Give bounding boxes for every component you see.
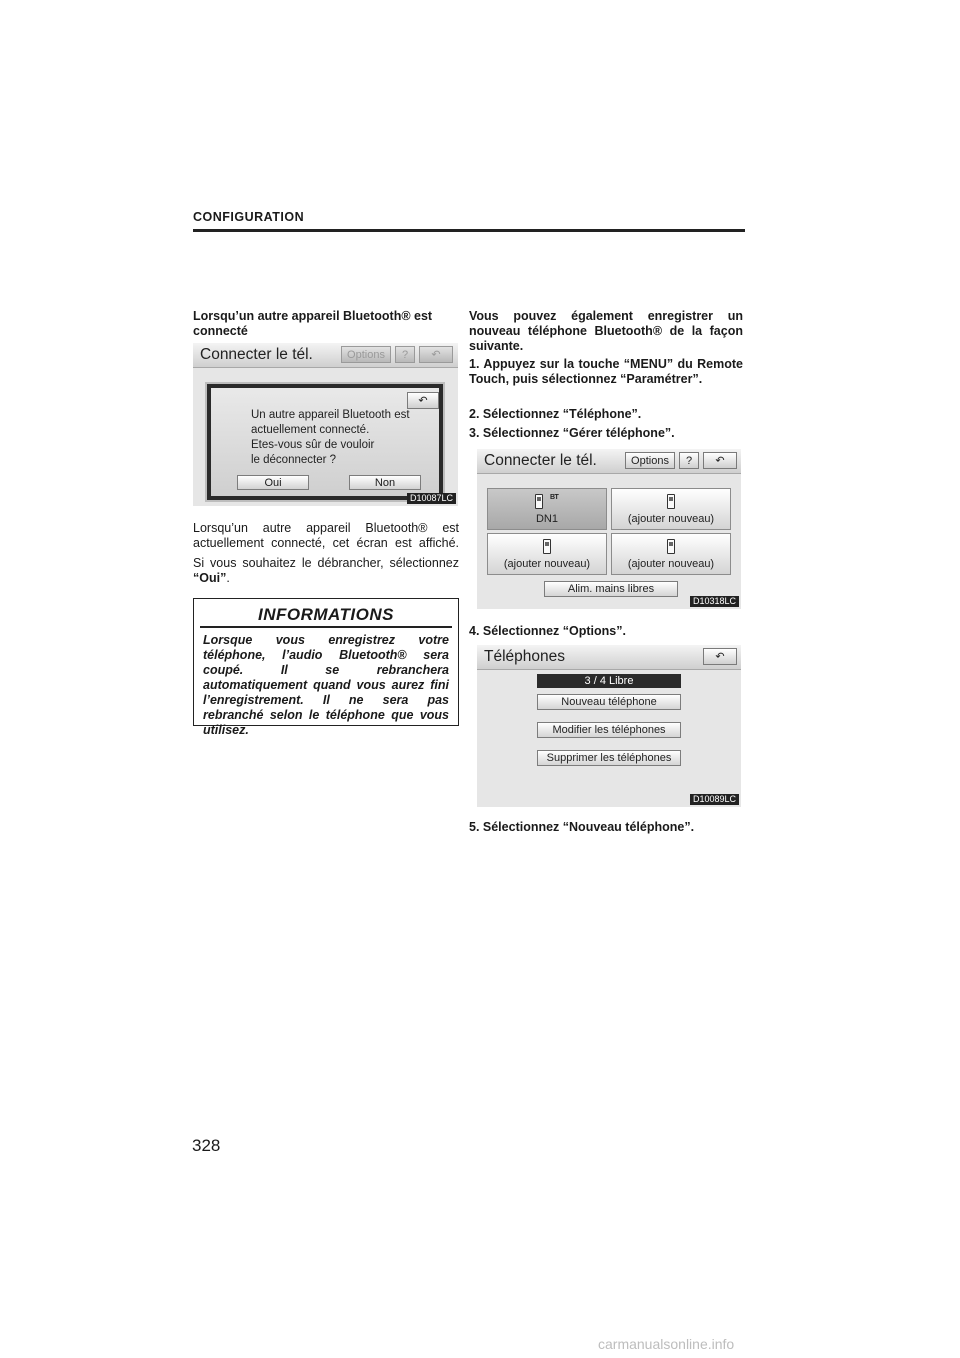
left-paragraph-2: [193, 556, 459, 586]
dialog-message: [251, 408, 410, 468]
image-code: D10318LC: [690, 596, 739, 607]
return-arrow-icon: ↶: [418, 395, 428, 407]
left-heading: Lorsqu’un autre appareil Bluetooth® est connecté: [193, 309, 433, 338]
screen-body: [477, 474, 741, 609]
watermark: carmanualsonline.info: [598, 1336, 735, 1352]
step-1: 1. Appuyez sur la touche “MENU” du Remote Touch, puis sélectionnez “Paramétrer”.: [469, 357, 743, 386]
right-intro: Vous pouvez également enregistrer un nouveau téléphone Bluetooth® de la façon suivante.: [469, 309, 743, 353]
back-button[interactable]: [419, 346, 453, 363]
screen-title: Téléphones: [484, 648, 566, 665]
info-rule: [200, 626, 452, 628]
info-text: Lorsque vous enregistrez votre téléphone, l’audio Bluetooth® sera coupé. Il se rebranchera automatiquement quand vous aurez fini l’enregistrement. Il ne sera pas rebranché selon le téléphone que vous utilisez.: [203, 633, 449, 737]
return-arrow-icon: ↶: [715, 651, 725, 663]
step-2: 2. Sélectionnez “Téléphone”.: [469, 407, 642, 421]
tile-label: DN1: [535, 513, 558, 525]
help-button[interactable]: ?: [395, 346, 415, 363]
step-3: 3. Sélectionnez “Gérer téléphone”.: [469, 426, 675, 440]
image-code: D10089LC: [690, 794, 739, 805]
phone-tile-add-1[interactable]: [611, 488, 731, 530]
return-arrow-icon: ↶: [715, 455, 725, 467]
screen-titlebar: [193, 343, 458, 368]
dialog-line: Etes-vous sûr de vouloir: [251, 439, 375, 451]
dialog-line: actuellement connecté.: [251, 424, 370, 436]
options-button[interactable]: Options: [625, 452, 675, 469]
screenshot-disconnect-dialog: [193, 343, 458, 506]
step-4: 4. Sélectionnez “Options”.: [469, 624, 626, 638]
phone-tile-add-3[interactable]: [611, 533, 731, 575]
para2-bold: “Oui”: [193, 571, 227, 585]
section-header: CONFIGURATION: [193, 210, 305, 224]
phone-icon: [543, 539, 551, 554]
bluetooth-icon: BT: [550, 494, 559, 501]
info-title: INFORMATIONS: [257, 605, 394, 624]
dialog-line: le déconnecter ?: [251, 454, 337, 466]
para2-text: Si vous souhaitez le débrancher, sélectionnez: [193, 556, 459, 570]
confirm-dialog: [205, 382, 445, 502]
screen-titlebar: [477, 645, 741, 670]
free-slots-status: 3 / 4 Libre: [537, 674, 681, 688]
screenshot-connect-phone: [477, 449, 741, 609]
tile-label: (ajouter nouveau): [627, 513, 715, 525]
screen-body: [193, 368, 458, 506]
info-box: [193, 598, 459, 737]
no-button[interactable]: Non: [349, 475, 421, 490]
handsfree-power-button[interactable]: Alim. mains libres: [544, 581, 678, 597]
return-arrow-icon: ↶: [431, 349, 441, 361]
para2-suffix: .: [226, 571, 230, 585]
header-rule: [193, 229, 745, 232]
screen-title: Connecter le tél.: [200, 346, 313, 363]
dialog-back-button[interactable]: [407, 392, 439, 409]
delete-phones-button[interactable]: Supprimer les téléphones: [537, 750, 681, 766]
help-button[interactable]: ?: [679, 452, 699, 469]
left-paragraph-1: Lorsqu’un autre appareil Bluetooth® est actuellement connecté, cet écran est affiché.: [193, 521, 459, 550]
phone-icon: [535, 494, 543, 509]
phone-tile-dn1[interactable]: [487, 488, 607, 530]
step-5: 5. Sélectionnez “Nouveau téléphone”.: [469, 820, 695, 834]
screen-titlebar: [477, 449, 741, 474]
screen-body: [477, 670, 741, 807]
tile-label: (ajouter nouveau): [503, 558, 591, 570]
phone-icon: [667, 494, 675, 509]
new-phone-button[interactable]: Nouveau téléphone: [537, 694, 681, 710]
phone-icon: [667, 539, 675, 554]
tile-label: (ajouter nouveau): [627, 558, 715, 570]
yes-button[interactable]: Oui: [237, 475, 309, 490]
back-button[interactable]: [703, 452, 737, 469]
options-button[interactable]: Options: [341, 346, 391, 363]
screen-title: Connecter le tél.: [484, 452, 597, 469]
modify-phones-button[interactable]: Modifier les téléphones: [537, 722, 681, 738]
phone-tile-add-2[interactable]: [487, 533, 607, 575]
back-button[interactable]: [703, 648, 737, 665]
dialog-panel: [211, 388, 439, 496]
image-code: D10087LC: [407, 493, 456, 504]
dialog-line: Un autre appareil Bluetooth est: [251, 409, 410, 421]
page-number: 328: [192, 1136, 221, 1155]
screenshot-phones-options: [477, 645, 741, 807]
